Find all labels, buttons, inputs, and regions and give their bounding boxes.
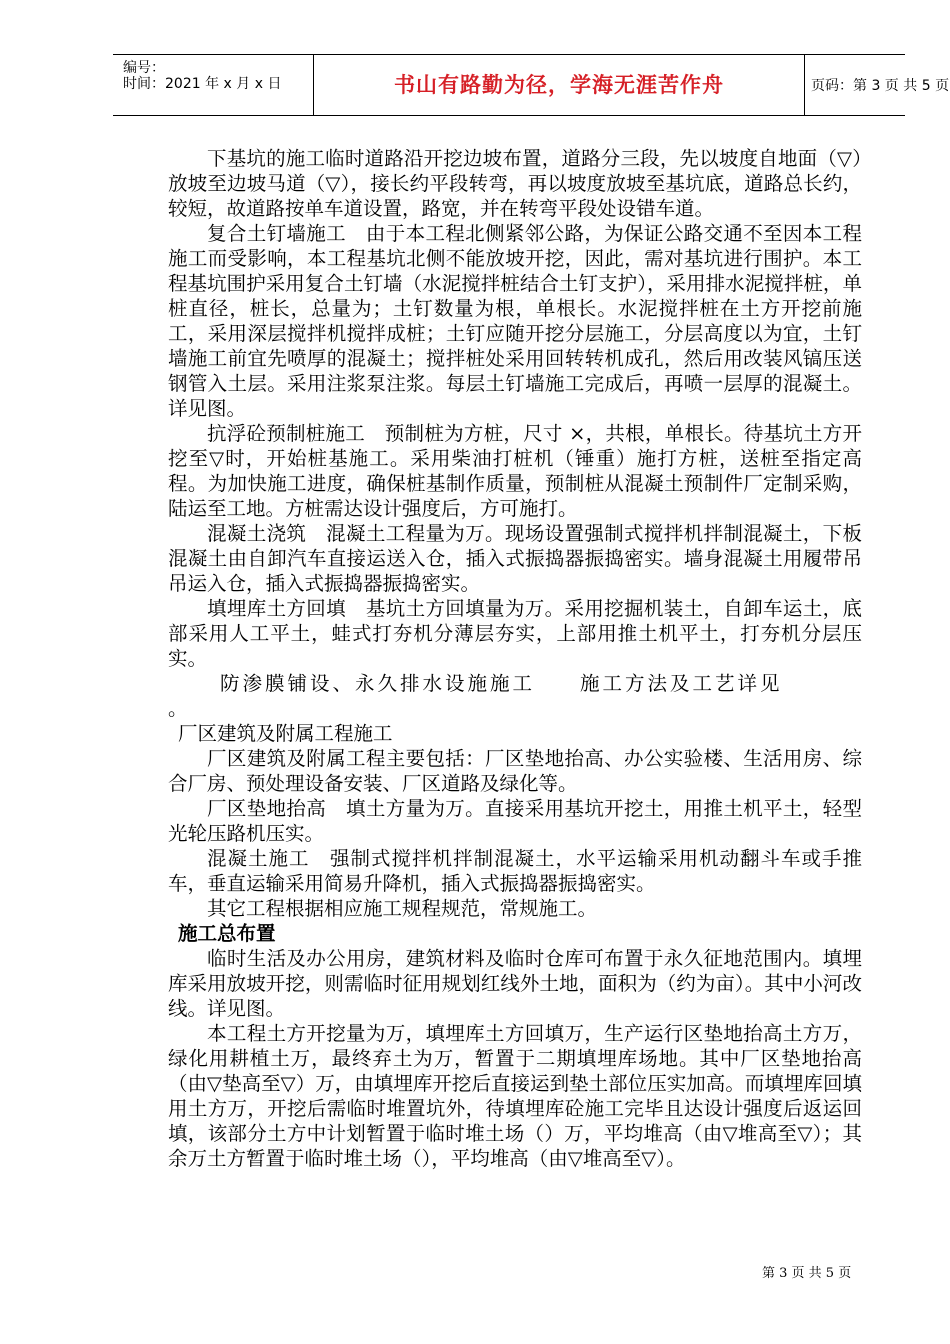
paragraph: 本工程土方开挖量为万，填埋库土方回填万，生产运行区垫地抬高土方万，绿化用耕植土万，最终弃土为万，暂置于二期填埋库场地。其中厂区垫地抬高（由▽垫高至▽）万，由填埋库开挖后直接运到垫土部位压实加高。而填埋库回填用土方万，开挖后需临时堆置坑外，待填埋库砼施工完毕且达设计强度后返运回填，该部分土方中计划暂置于临时堆土场（）万，平均堆高（由▽堆高至▽）；其余万土方暂置于临时堆土场（），平均堆高（由▽堆高至▽）。 <box>168 1022 862 1170</box>
page-header <box>113 54 950 116</box>
paragraph-spaced: 防渗膜铺设、永久排水设施施工 施工方法及工艺详见 <box>220 672 783 695</box>
paragraph: 抗浮砼预制桩施工 预制桩为方桩，尺寸 ×，共根，单根长。待基坑土方开挖至▽时，开始桩基施工。采用柴油打桩机（锤重）施打方桩，送桩至指定高程。为加快施工进度，确保桩基制作质量，预制桩从混凝土预制件厂定制采购，陆运至工地。方桩需达设计强度后，方可施打。 <box>168 422 862 520</box>
section-heading: 厂区建筑及附属工程施工 <box>178 722 393 745</box>
header-motto-cell <box>313 55 805 115</box>
header-motto: 书山有路勤为径，学海无涯苦作舟 <box>394 73 724 97</box>
page-footer: 第 3 页 共 5 页 <box>762 1266 852 1281</box>
paragraph: 厂区建筑及附属工程主要包括：厂区垫地抬高、办公实验楼、生活用房、综合厂房、预处理设备安装、厂区道路及绿化等。 <box>168 747 862 795</box>
document-body <box>168 146 862 1171</box>
paragraph: 临时生活及办公用房，建筑材料及临时仓库可布置于永久征地范围内。填埋库采用放坡开挖，则需临时征用规划红线外土地，面积为（约为亩）。其中小河改线。详见图。 <box>168 947 862 1020</box>
paragraph: 混凝土浇筑 混凝土工程量为万。现场设置强制式搅拌机拌制混凝土，下板混凝土由自卸汽车直接运送入仓，插入式振捣器振捣密实。墙身混凝土用履带吊吊运入仓，插入式振捣器振捣密实。 <box>168 522 862 595</box>
header-page-cell <box>803 55 950 115</box>
document-number-label: 编号： <box>123 60 165 76</box>
paragraph: 填埋库土方回填 基坑土方回填量为万。采用挖掘机装土，自卸车运土，底部采用人工平土，蛙式打夯机分薄层夯实，上部用推土机平土，打夯机分层压实。 <box>168 597 862 670</box>
paragraph: 复合土钉墙施工 由于本工程北侧紧邻公路，为保证公路交通不至因本工程施工而受影响，本工程基坑北侧不能放坡开挖，因此，需对基坑进行围护。本工程基坑围护采用复合土钉墙（水泥搅拌桩结合土钉支护），采用排水泥搅拌桩，单桩直径，桩长，总量为；土钉数量为根，单根长。水泥搅拌桩在土方开挖前施工，采用深层搅拌机搅拌成桩；土钉应随开挖分层施工，分层高度以为宜，土钉墙施工前宜先喷厚的混凝土；搅拌桩处采用回转转机成孔，然后用改装风镐压送钢管入土层。采用注浆泵注浆。每层土钉墙施工完成后，再喷一层厚的混凝土。详见图。 <box>168 222 862 420</box>
paragraph: 其它工程根据相应施工规程规范，常规施工。 <box>207 897 598 920</box>
paragraph-spaced-end: 。 <box>168 697 188 720</box>
document-time-label: 时间：2021 年 x 月 x 日 <box>123 76 282 92</box>
paragraph: 厂区垫地抬高 填土方量为万。直接采用基坑开挖土，用推土机平土，轻型光轮压路机压实。 <box>168 797 862 845</box>
paragraph: 下基坑的施工临时道路沿开挖边坡布置，道路分三段，先以坡度自地面（▽）放坡至边坡马道（▽），接长约平段转弯，再以坡度放坡至基坑底，道路总长约，较短，故道路按单车道设置，路宽，并在转弯平段处设错车道。 <box>168 147 862 220</box>
section-heading: 施工总布置 <box>178 922 276 945</box>
paragraph: 混凝土施工 强制式搅拌机拌制混凝土，水平运输采用机动翻斗车或手推车，垂直运输采用简易升降机，插入式振捣器振捣密实。 <box>168 847 862 895</box>
header-meta-cell <box>113 55 313 115</box>
header-page-info: 页码：第 3 页 共 5 页 <box>811 78 950 94</box>
